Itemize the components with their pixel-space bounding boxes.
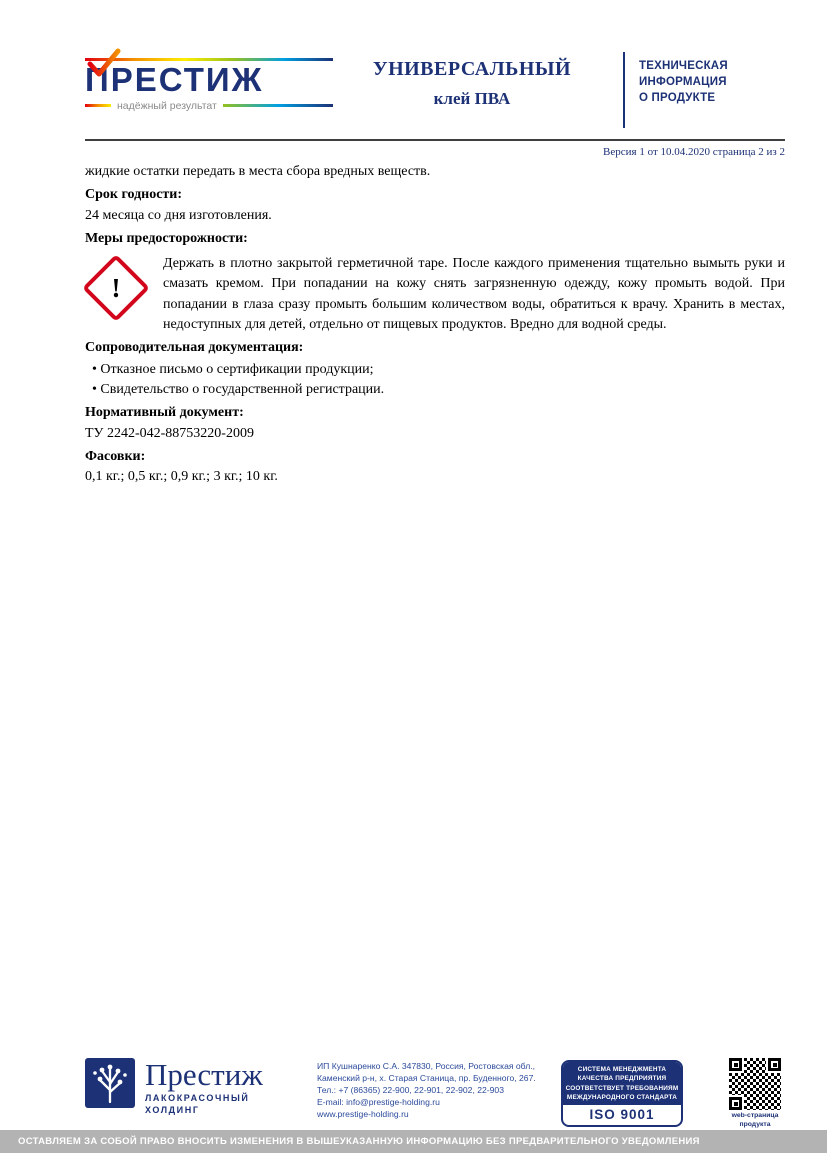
doc-type-line2: ИНФОРМАЦИЯ [639, 76, 727, 89]
address-line3: Тел.: +7 (86365) 22-900, 22-901, 22-902, 22-903 [317, 1085, 504, 1096]
qr-finder-icon [768, 1058, 781, 1071]
brand-wordmark: ПРЕСТИЖ [85, 61, 264, 98]
iso-line1: СИСТЕМА МЕНЕДЖМЕНТА [577, 1066, 667, 1073]
iso-line4: МЕЖДУНАРОДНОГО СТАНДАРТА [566, 1093, 678, 1101]
product-title [333, 58, 611, 109]
logo-tagline-row [85, 100, 333, 112]
shelf-life-heading: Срок годности: [85, 187, 183, 203]
page-footer [85, 1058, 785, 1130]
qr-block [725, 1058, 785, 1130]
footer-logo [85, 1058, 317, 1116]
doc-type-line1: ТЕХНИЧЕСКАЯ [639, 60, 728, 72]
qr-finder-icon [729, 1058, 742, 1071]
qr-caption-line1: web-страница [731, 1112, 779, 1119]
iso-9001-badge [561, 1060, 683, 1127]
footer-brand-subtitle [145, 1093, 263, 1116]
precautions-heading: Меры предосторожности: [85, 230, 248, 246]
docs-list-item: • Свидетельство о государственной регистрации. [92, 380, 785, 400]
exclamation-mark: ! [111, 272, 121, 303]
docs-list [85, 360, 785, 401]
warning-diamond [82, 254, 150, 322]
qr-caption-line2: продукта [739, 1120, 771, 1128]
brand-logo [85, 58, 333, 112]
packing-text: 0,1 кг.; 0,5 кг.; 0,9 кг.; 3 кг.; 10 кг. [85, 469, 278, 485]
brand-checkmark-icon [87, 48, 121, 80]
address-website: www.prestige-holding.ru [317, 1109, 409, 1120]
qr-caption [725, 1112, 785, 1130]
footer-address [317, 1060, 555, 1120]
address-line2: Каменский р-н, х. Старая Станица, пр. Буденного, 267. [317, 1073, 536, 1084]
page-header [85, 50, 785, 128]
ghs-exclamation-icon [85, 256, 147, 320]
product-title-line2: клей ПВА [433, 89, 511, 108]
normative-heading: Нормативный документ: [85, 405, 244, 421]
logo-gradient-line-bottom-left [85, 104, 111, 107]
iso-badge-text [563, 1062, 681, 1105]
qr-finder-icon [729, 1097, 742, 1110]
footer-brand-sub2: ХОЛДИНГ [145, 1104, 200, 1115]
logo-gradient-line-bottom-right [223, 104, 333, 107]
disclaimer-text: ОСТАВЛЯЕМ ЗА СОБОЙ ПРАВО ВНОСИТЬ ИЗМЕНЕНИЯ В ВЫШЕУКАЗАННУЮ ИНФОРМАЦИЮ БЕЗ ПРЕДВАРИТЕЛЬНОГО УВЕДОМЛЕНИЯ [18, 1136, 700, 1147]
iso-line3: СООТВЕТСТВУЕТ ТРЕБОВАНИЯМ [565, 1084, 679, 1092]
iso-line2: КАЧЕСТВА ПРЕДПРИЯТИЯ [577, 1075, 667, 1083]
iso-label: ISO 9001 [589, 1107, 655, 1123]
footer-brand-sub1: ЛАКОКРАСОЧНЫЙ [145, 1093, 250, 1103]
precautions-text: Держать в плотно закрытой герметичной таре. После каждого применения тщательно вымыть руки и смазать кремом. При попадании на кожу снять загрязненную одежду, кожу промыть водой. При попадании в глаза сразу промыть большим количеством воды, обратиться к врачу. Хранить в местах, недоступных для детей, отдельно от пищевых продуктов. Вредно для водной среды. [163, 256, 785, 333]
version-line: Версия 1 от 10.04.2020 страница 2 из 2 [603, 146, 785, 158]
header-vertical-divider [623, 52, 625, 128]
product-title-line1: УНИВЕРСАЛЬНЫЙ [372, 58, 572, 80]
address-line1: ИП Кушнаренко С.А. 347830, Россия, Ростовская обл., [317, 1061, 535, 1071]
document-body [85, 162, 785, 487]
disclaimer-bar [0, 1130, 827, 1153]
doc-type-label [639, 58, 785, 106]
precautions-block [85, 254, 785, 335]
address-email: E-mail: info@prestige-holding.ru [317, 1097, 440, 1108]
doc-type-line3: О ПРОДУКТЕ [639, 92, 716, 105]
footer-brand-block [145, 1058, 263, 1116]
normative-text: ТУ 2242-042-88753220-2009 [85, 425, 254, 441]
packing-heading: Фасовки: [85, 448, 146, 464]
intro-text: жидкие остатки передать в места сбора вредных веществ. [85, 164, 431, 179]
docs-heading: Сопроводительная документация: [85, 340, 304, 356]
header-rule [85, 139, 785, 141]
docs-list-item: • Отказное письмо о сертификации продукции; [92, 360, 785, 380]
brand-tagline: надёжный результат [117, 99, 217, 112]
tree-icon [85, 1058, 135, 1108]
qr-code [729, 1058, 781, 1110]
shelf-life-text: 24 месяца со дня изготовления. [85, 207, 272, 223]
footer-brand-name: Престиж [145, 1057, 263, 1092]
